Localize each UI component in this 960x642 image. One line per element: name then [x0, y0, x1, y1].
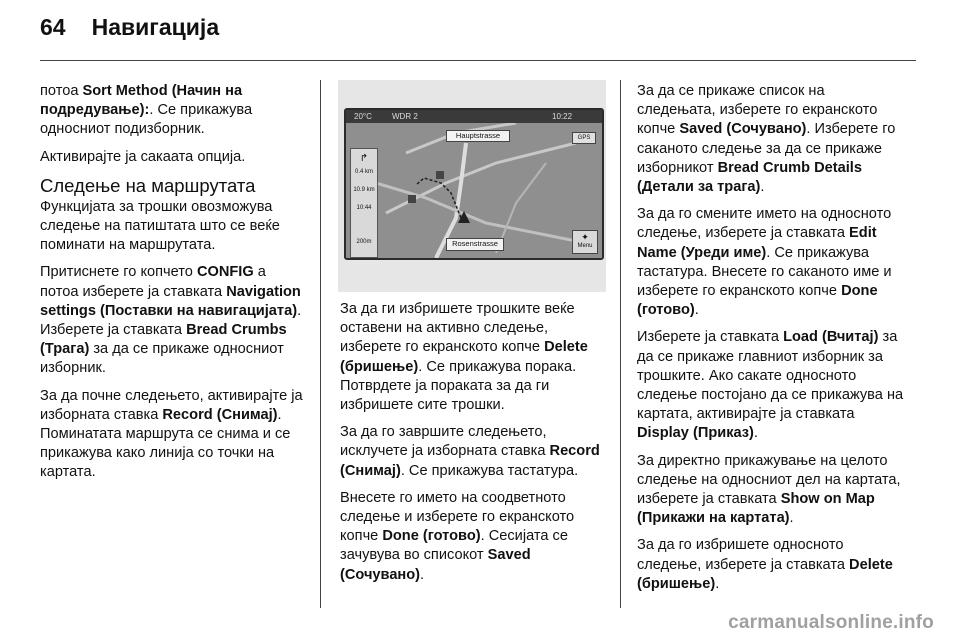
header-rule [40, 60, 916, 61]
page-number: 64 [40, 14, 66, 40]
compass-icon: ✦ [581, 232, 589, 242]
section-heading: Следење на маршрутата [40, 174, 256, 196]
paragraph: За да ги избришете трошките веќе оставени на активно следење, изберете го екранското копче Delete (бришење). Се прикажува порака. Потврдете ја пораката за да ги избришете сите трошки. [340, 301, 588, 414]
guidance-panel [350, 148, 378, 258]
paragraph: Внесете го името на соодветното следење и изберете го екранското копче Done (готово). Сесијата се зачувува во списокот Saved (Сочувано). [340, 489, 575, 583]
arrival-time: 10:44 [356, 205, 372, 211]
paragraph: Функцијата за трошки овозможува следење на патиштата што се веќе поминати на маршрутата. [40, 198, 280, 254]
column-1 [40, 82, 306, 491]
street-label-top: Hauptstrasse [446, 130, 510, 142]
paragraph: Активирајте ја сакаата опција. [40, 148, 246, 165]
paragraph: потоа Sort Method (Начин на подредување):. Се прикажува односниот подизборник. [40, 83, 253, 138]
turn-arrow-icon: ↱ [359, 153, 369, 164]
column-2 [340, 300, 608, 593]
paragraph: За да го смените името на односното следење, изберете ја ставката Edit Name (Уреди име). Се прикажува тастатура. Внесете го саканото име и изберете го екранското копче Done (готово). [637, 206, 892, 319]
distance-to-turn: 0.4 km [354, 169, 373, 175]
paragraph: За директно прикажување на целото следење на односниот дел на картата, изберете ја ставката Show on Map (Прикажи на картата). [637, 452, 901, 527]
menu-label: Menu [577, 243, 593, 249]
navigation-screen-figure [338, 80, 606, 292]
clock: 10:22 [552, 112, 573, 121]
menu-button[interactable] [572, 230, 598, 254]
watermark: carmanualsonline.info [728, 612, 934, 633]
paragraph: За да се прикаже список на следењата, изберете го екранското копче Saved (Сочувано). Изберете го саканото следење за да се прикаже изборникот Bread Crumb Details (Детали за трага). [637, 83, 896, 196]
page-header [40, 14, 219, 41]
paragraph: Изберете ја ставката Load (Вчитај) за да се прикаже главниот изборник за трошките. Ако сакате односното следење постојано да се прикажува на картата, активирајте ја ставката Display (Приказ). [637, 329, 904, 442]
temperature: 20°C [354, 112, 372, 121]
status-bar [346, 110, 602, 123]
page-title: Навигација [91, 14, 220, 40]
radio-station: WDR 2 [392, 112, 418, 121]
paragraph: За да почне следењето, активирајте ја изборната ставка Record (Снимај). Поминатата маршрута се снима и се прикажува како линија со точки на картата. [40, 387, 303, 481]
column-divider-2 [620, 80, 621, 608]
display-screen [344, 108, 604, 260]
map-scale: 200m [356, 239, 372, 245]
paragraph: За да го избришете односното следење, изберете ја ставката Delete (бришење). [637, 537, 893, 592]
column-3 [637, 82, 907, 602]
street-label-bottom: Rosenstrasse [446, 238, 504, 251]
column-divider-1 [320, 80, 321, 608]
gps-button[interactable]: GPS [572, 132, 596, 144]
distance-to-destination: 10.9 km [353, 187, 375, 193]
paragraph: Притиснете го копчето CONFIG а потоа изберете ја ставката Navigation settings (Поставки на навигацијата). Изберете ја ставката Bread Crumbs (Трага) за да се прикаже односниот изборник. [40, 264, 302, 377]
paragraph: За да го завршите следењето, исклучете ја изборната ставка Record (Снимај). Се прикажува тастатура. [340, 424, 600, 479]
